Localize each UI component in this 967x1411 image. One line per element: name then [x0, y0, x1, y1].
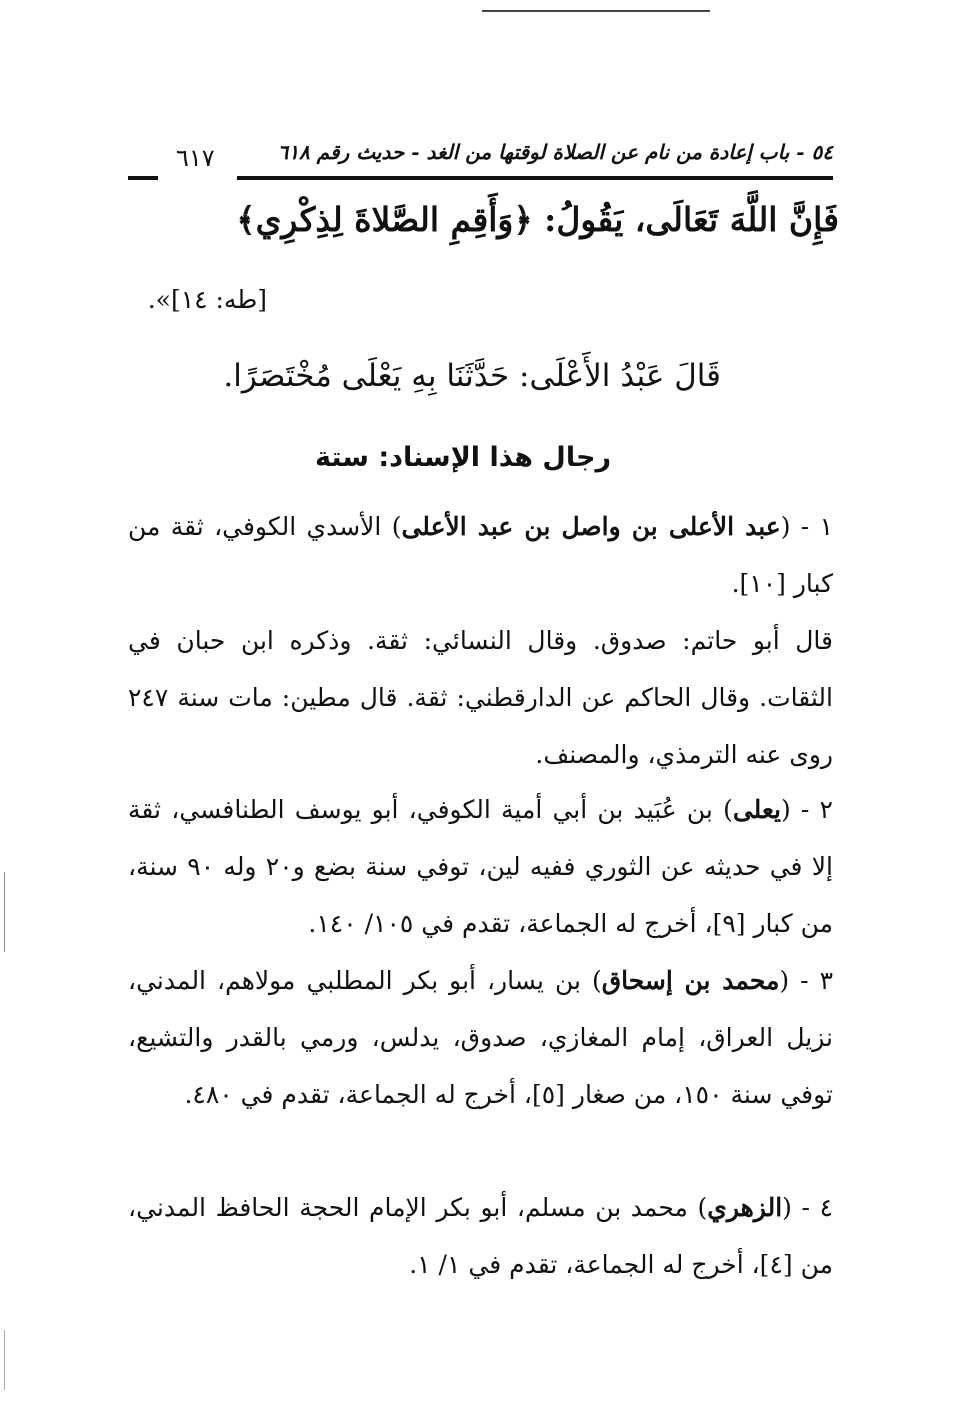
entry-number: ٣ - ( — [779, 966, 833, 995]
narrator-entry-4 — [128, 1179, 833, 1293]
narrator-entry-1 — [128, 498, 833, 612]
entry-number: ٤ - ( — [782, 1193, 833, 1222]
entry-number: ٢ - ( — [780, 795, 833, 824]
entry-text: ) بن عُبَيد بن أبي أمية الكوفي، أبو يوسف الطنافسي، ثقة إلا في حديثه عن الثوري ففيه لين، توفي سنة بضع و٢٠ وله ٩٠ سنة، من كبار [٩]، أخرج له الجماعة، تقدم في ١٠٥/ ١٤٠. — [128, 795, 833, 938]
top-rule — [482, 10, 710, 12]
header-rule — [237, 176, 833, 180]
page-number: ٦١٧ — [176, 144, 215, 172]
verse-reference: [طه: ١٤]». — [147, 285, 267, 314]
quran-verse: فَإِنَّ اللَّهَ تَعَالَى، يَقُولُ: ﴿وَأَقِمِ الصَّلاةَ لِذِكْرِي﴾ — [236, 200, 839, 239]
narrator-name: محمد بن إسحاق — [601, 966, 780, 995]
narrator-name: عبد الأعلى بن واصل بن عبد الأعلى — [401, 512, 781, 541]
narrator-entry-3 — [128, 952, 833, 1123]
section-heading: رجال هذا الإسناد: ستة — [314, 442, 611, 473]
scan-margin-mark — [4, 1330, 5, 1390]
entry-text: ) الأسدي الكوفي، ثقة من كبار [١٠]. — [128, 512, 833, 598]
scan-margin-mark — [4, 872, 5, 952]
entry-number: ١ - ( — [780, 512, 833, 541]
narrator-name: الزهري — [707, 1193, 783, 1222]
narrator-entry-1-notes — [128, 612, 833, 783]
entry-text: قال أبو حاتم: صدوق. وقال النسائي: ثقة. وذكره ابن حبان في الثقات. وقال الحاكم عن الدارقطني: ثقة. قال مطين: مات سنة ٢٤٧ روى عنه الترمذي، والمصنف. — [128, 626, 833, 769]
entry-text: ) بن يسار، أبو بكر المطلبي مولاهم، المدني، نزيل العراق، إمام المغازي، صدوق، يدلس، ورمي بالقدر والتشيع، توفي سنة ١٥٠، من صغار [٥]، أخرج له الجماعة، تقدم في ٤٨٠. — [128, 966, 833, 1109]
entry-text: ) محمد بن مسلم، أبو بكر الإمام الحجة الحافظ المدني، من [٤]، أخرج له الجماعة، تقدم في ١/ ١. — [128, 1193, 833, 1279]
chapter-title: ٥٤ - باب إعادة من نام عن الصلاة لوقتها من الغد - حديث رقم ٦١٨ — [277, 140, 833, 164]
narrator-name: يعلى — [732, 795, 781, 824]
header-rule-short — [128, 176, 158, 180]
page-header — [128, 136, 833, 186]
narrator-entry-2 — [128, 781, 833, 952]
narration-quote: قَالَ عَبْدُ الأَعْلَى: حَدَّثَنَا بِهِ يَعْلَى مُخْتَصَرًا. — [223, 358, 721, 394]
